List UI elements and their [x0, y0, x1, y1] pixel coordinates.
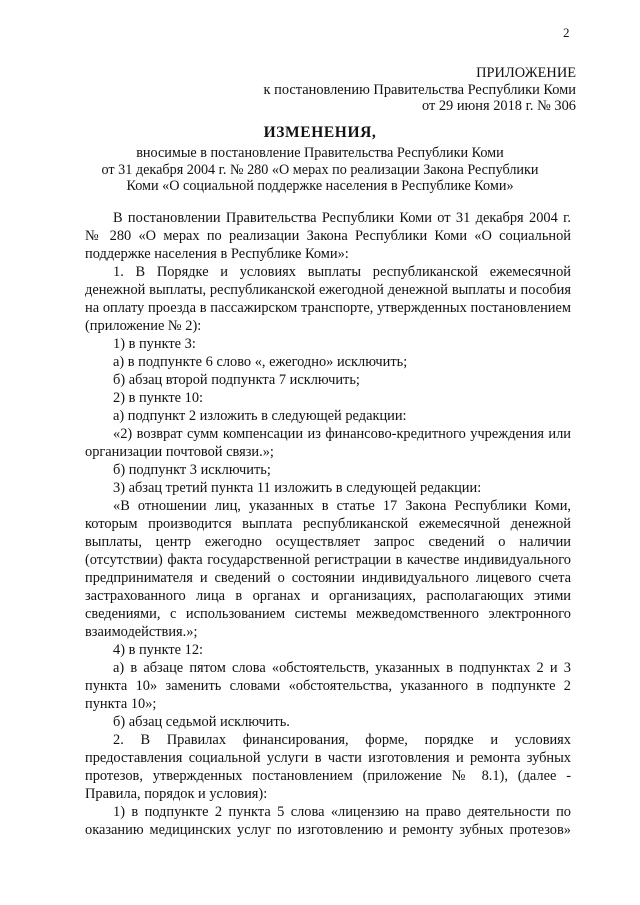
appendix-date: от 29 июня 2018 г. № 306 [421, 98, 576, 114]
document-title: ИЗМЕНЕНИЯ, [263, 124, 377, 141]
heading-line-2: от 31 декабря 2004 г. № 280 «О мерах по реализации Закона Республики [101, 161, 539, 178]
document-heading [60, 124, 580, 195]
heading-line-3: Коми «О социальной поддержке населения в Республике Коми» [126, 178, 514, 195]
paragraph: 4) в пункте 12: [113, 642, 204, 658]
paragraph: а) в подпункте 6 слово «, ежегодно» исключить; [113, 354, 408, 370]
paragraph: 2. В Правилах финансирования, форме, порядке и условиях предоставления социальной услуги в части изготовления и ремонта зубных протезов, утвержденных постановлением (приложение № 8.1), (далее - Правила, порядок и условия): [85, 732, 571, 802]
appendix-label: ПРИЛОЖЕНИЕ [476, 65, 576, 81]
paragraph: а) в абзаце пятом слова «обстоятельств, указанных в подпунктах 2 и 3 пункта 10» заменить словами «обстоятельства, указанного в подпункте 2 пункта 10»; [85, 660, 571, 712]
appendix-resolution: к постановлению Правительства Республики Коми [263, 81, 576, 98]
paragraph: б) подпункт 3 исключить; [113, 462, 271, 478]
paragraph: «2) возврат сумм компенсации из финансово-кредитного учреждения или организации почтовой связи.»; [85, 426, 571, 460]
document-body [85, 209, 571, 839]
paragraph: 2) в пункте 10: [113, 390, 204, 406]
heading-line-1: вносимые в постановление Правительства Республики Коми [136, 145, 504, 161]
paragraph: «В отношении лиц, указанных в статье 17 Закона Республики Коми, которым производится выплата республиканской ежемесячной денежной выплаты, центр ежегодно осуществляет запрос сведений о наличии (отсутствии) факта государственной регистрации в качестве индивидуального предпринимателя и сведений о состоянии индивидуального лицевого счета застрахованного лица в органах и организациях, располагающих этими сведениями, с использованием системы межведомственного электронного взаимодействия.»; [85, 498, 571, 640]
paragraph: 1) в подпункте 2 пункта 5 слова «лицензию на право деятельности по оказанию медицинских услуг по изготовлению и ремонту зубных протезов» [85, 804, 571, 838]
paragraph: а) подпункт 2 изложить в следующей редакции: [113, 408, 407, 424]
paragraph: 3) абзац третий пункта 11 изложить в следующей редакции: [113, 480, 482, 496]
paragraph: 1. В Порядке и условиях выплаты республиканской ежемесячной денежной выплаты, республиканской ежегодной денежной выплаты и пособия на оплату проезда в пассажирском транспорте, утвержденных постановлением (приложение № 2): [85, 264, 571, 334]
appendix-header [264, 65, 576, 115]
paragraph: б) абзац второй подпункта 7 исключить; [113, 372, 360, 388]
paragraph: В постановлении Правительства Республики Коми от 31 декабря 2004 г. № 280 «О мерах по реализации Закона Республики Коми «О социальной поддержке населения в Республике Коми»: [85, 210, 571, 262]
paragraph: 1) в пункте 3: [113, 336, 196, 352]
paragraph: б) абзац седьмой исключить. [113, 714, 290, 730]
page-number: 2 [563, 25, 570, 40]
